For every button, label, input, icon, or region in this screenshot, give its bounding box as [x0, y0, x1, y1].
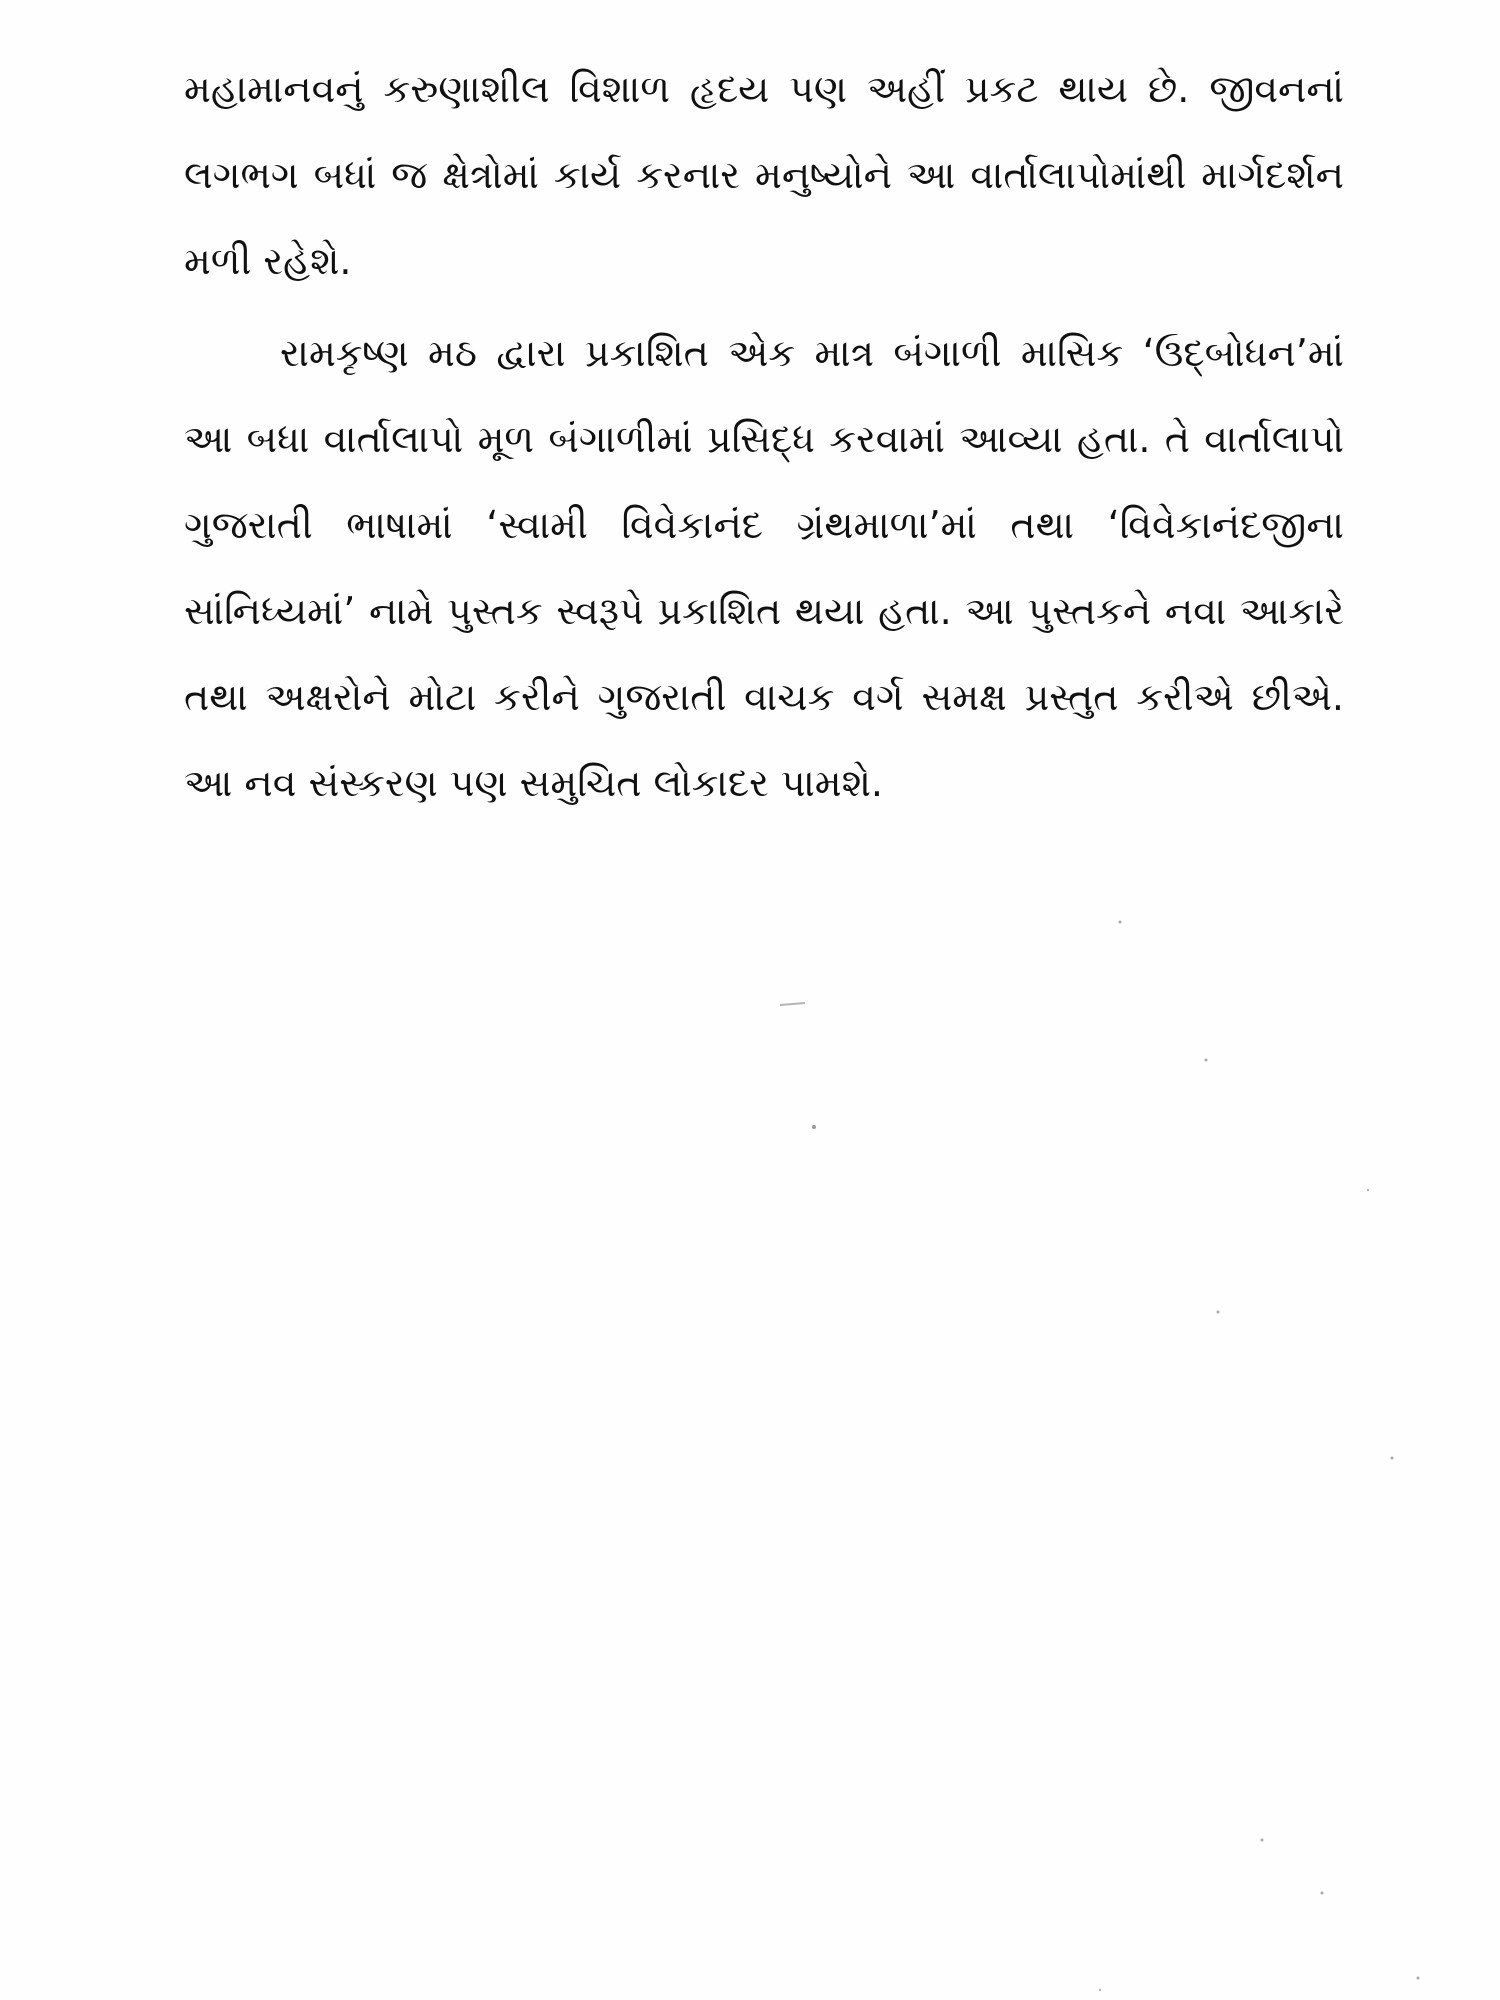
scan-speck — [1417, 1977, 1420, 1980]
scan-speck — [1205, 1059, 1208, 1062]
scan-speck — [812, 1125, 816, 1129]
scan-speck — [1119, 921, 1122, 924]
scan-speck — [1321, 1892, 1324, 1895]
scan-speck — [780, 1003, 805, 1005]
scan-speck — [1261, 1839, 1264, 1842]
scan-speck — [1217, 1311, 1220, 1314]
paragraph-continuation: મહામાનવનું કરુણાશીલ વિશાળ હૃદય પણ અહીં પ્રકટ થાય છે. જીવનનાં લગભગ બધાં જ ક્ષેત્રોમાં કાર્ય કરનાર મનુષ્યોને આ વાર્તાલાપોમાંથી માર્ગદર્શન મળી રહેશે. — [184, 67, 1344, 283]
body-text — [184, 46, 1344, 826]
scan-speck — [1367, 1189, 1369, 1191]
paragraph-publication-note: રામકૃષ્ણ મઠ દ્વારા પ્રકાશિત એક માત્ર બંગાળી માસિક ‘ઉદ્‌બોધન’માં આ બધા વાર્તાલાપો મૂળ બંગાળીમાં પ્રસિદ્ધ કરવામાં આવ્યા હતા. તે વાર્તાલાપો ગુજરાતી ભાષામાં ‘સ્વામી વિવેકાનંદ ગ્રંથમાળા’માં તથા ‘વિવેકાનંદજીના સાંનિધ્યમાં’ નામે પુસ્તક સ્વરૂપે પ્રકાશિત થયા હતા. આ પુસ્તકને નવા આકારે તથા અક્ષરોને મોટા કરીને ગુજરાતી વાચક વર્ગ સમક્ષ પ્રસ્તુત કરીએ છીએ. આ નવ સંસ્કરણ પણ સમુચિત લોકાદર પામશે. — [184, 331, 1344, 805]
scan-speck — [1099, 1989, 1101, 1991]
scan-speck — [1391, 1457, 1394, 1460]
